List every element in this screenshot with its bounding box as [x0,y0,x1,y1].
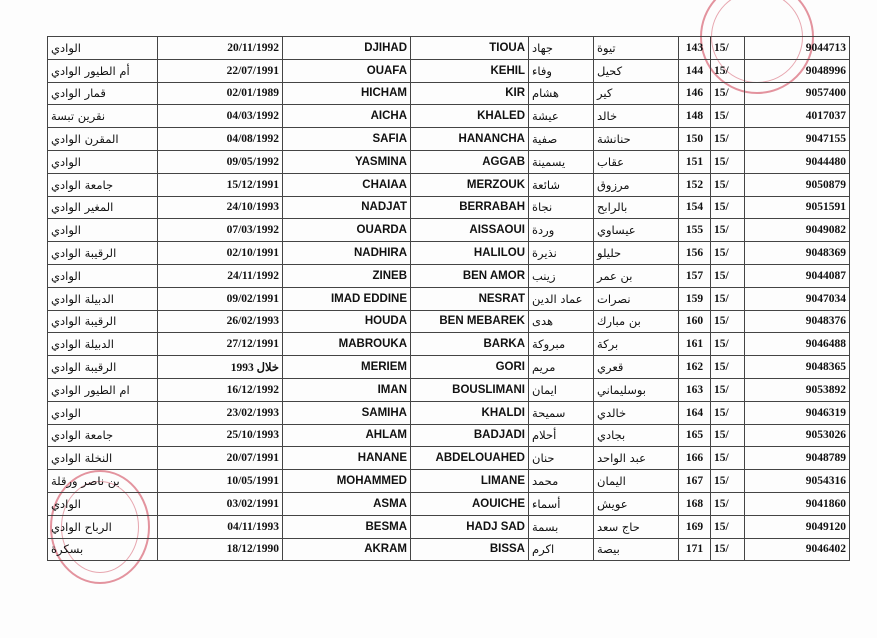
birth-date-cell: 09/05/1992 [158,150,283,173]
row-number-cell: 143 [679,37,711,60]
table-row [48,59,850,82]
last-name-latin-cell: BEN AMOR [411,264,529,287]
code-cell: 15/ [711,82,745,105]
birthplace-cell: المغير الوادي [48,196,158,219]
first-name-arabic-cell: عيشة [529,105,594,128]
birthplace-cell: النخلة الوادي [48,447,158,470]
last-name-arabic-cell: بن مبارك [594,310,679,333]
last-name-latin-cell: BARKA [411,333,529,356]
birth-date-cell: 22/07/1991 [158,59,283,82]
row-number-cell: 148 [679,105,711,128]
table-row [48,424,850,447]
code-cell: 15/ [711,264,745,287]
row-number-cell: 161 [679,333,711,356]
row-number-cell: 168 [679,492,711,515]
last-name-arabic-cell: بوسليماني [594,378,679,401]
registration-id-cell: 9048789 [745,447,850,470]
registration-id-cell: 9051591 [745,196,850,219]
birthplace-cell: الدبيلة الوادي [48,287,158,310]
code-cell: 15/ [711,424,745,447]
first-name-latin-cell: ZINEB [283,264,411,287]
birthplace-cell: الوادي [48,264,158,287]
registration-id-cell: 9050879 [745,173,850,196]
first-name-latin-cell: MABROUKA [283,333,411,356]
last-name-latin-cell: HALILOU [411,242,529,265]
first-name-arabic-cell: حنان [529,447,594,470]
registration-id-cell: 9053892 [745,378,850,401]
registration-id-cell: 9046488 [745,333,850,356]
birth-date-cell: 24/10/1993 [158,196,283,219]
birthplace-cell: الرباح الوادي [48,515,158,538]
last-name-latin-cell: AISSAOUI [411,219,529,242]
last-name-arabic-cell: اليمان [594,470,679,493]
first-name-arabic-cell: نذيرة [529,242,594,265]
last-name-arabic-cell: حليلو [594,242,679,265]
table-row [48,82,850,105]
table-row [48,37,850,60]
birthplace-cell: جامعة الوادي [48,173,158,196]
first-name-latin-cell: CHAIAA [283,173,411,196]
birthplace-cell: أم الطيور الوادي [48,59,158,82]
first-name-latin-cell: SAMIHA [283,401,411,424]
table-row [48,492,850,515]
first-name-latin-cell: HOUDA [283,310,411,333]
last-name-latin-cell: ABDELOUAHED [411,447,529,470]
last-name-arabic-cell: عقاب [594,150,679,173]
birth-date-cell: 03/02/1991 [158,492,283,515]
first-name-arabic-cell: شائعة [529,173,594,196]
last-name-arabic-cell: حنانشة [594,128,679,151]
birth-date-cell: 20/07/1991 [158,447,283,470]
row-number-cell: 152 [679,173,711,196]
first-name-arabic-cell: نجاة [529,196,594,219]
birthplace-cell: المقرن الوادي [48,128,158,151]
registration-id-cell: 9049120 [745,515,850,538]
first-name-latin-cell: NADJAT [283,196,411,219]
registration-id-cell: 9048369 [745,242,850,265]
first-name-arabic-cell: أحلام [529,424,594,447]
table-row [48,333,850,356]
birth-date-cell: 27/12/1991 [158,333,283,356]
last-name-latin-cell: HADJ SAD [411,515,529,538]
code-cell: 15/ [711,219,745,242]
row-number-cell: 154 [679,196,711,219]
code-cell: 15/ [711,378,745,401]
table-row [48,219,850,242]
first-name-arabic-cell: هشام [529,82,594,105]
row-number-cell: 163 [679,378,711,401]
code-cell: 15/ [711,150,745,173]
first-name-latin-cell: IMAN [283,378,411,401]
table-row [48,515,850,538]
last-name-arabic-cell: خالدي [594,401,679,424]
birth-date-cell: 04/03/1992 [158,105,283,128]
table-row [48,264,850,287]
row-number-cell: 155 [679,219,711,242]
code-cell: 15/ [711,401,745,424]
last-name-latin-cell: NESRAT [411,287,529,310]
code-cell: 15/ [711,59,745,82]
last-name-latin-cell: MERZOUK [411,173,529,196]
code-cell: 15/ [711,173,745,196]
birthplace-cell: الدبيلة الوادي [48,333,158,356]
first-name-arabic-cell: اكرم [529,538,594,561]
first-name-latin-cell: MERIEM [283,356,411,379]
registration-id-cell: 9044087 [745,264,850,287]
last-name-arabic-cell: كحيل [594,59,679,82]
birthplace-cell: الوادي [48,219,158,242]
table-row [48,173,850,196]
birthplace-cell: الرقيبة الوادي [48,356,158,379]
birthplace-cell: ام الطيور الوادي [48,378,158,401]
last-name-latin-cell: KEHIL [411,59,529,82]
first-name-arabic-cell: صفية [529,128,594,151]
registration-id-cell: 9047034 [745,287,850,310]
last-name-latin-cell: LIMANE [411,470,529,493]
last-name-latin-cell: GORI [411,356,529,379]
registration-id-cell: 9053026 [745,424,850,447]
table-row [48,150,850,173]
last-name-arabic-cell: كير [594,82,679,105]
birth-date-cell: 02/01/1989 [158,82,283,105]
registration-id-cell: 9048365 [745,356,850,379]
code-cell: 15/ [711,447,745,470]
row-number-cell: 171 [679,538,711,561]
code-cell: 15/ [711,128,745,151]
code-cell: 15/ [711,105,745,128]
birthplace-cell: جامعة الوادي [48,424,158,447]
last-name-arabic-cell: قعري [594,356,679,379]
last-name-latin-cell: AOUICHE [411,492,529,515]
birth-date-cell: 10/05/1991 [158,470,283,493]
birth-date-cell: 15/12/1991 [158,173,283,196]
row-number-cell: 159 [679,287,711,310]
registration-id-cell: 4017037 [745,105,850,128]
last-name-latin-cell: KHALED [411,105,529,128]
birthplace-cell: نقرين تبسة [48,105,158,128]
last-name-arabic-cell: تيوة [594,37,679,60]
row-number-cell: 156 [679,242,711,265]
row-number-cell: 146 [679,82,711,105]
last-name-latin-cell: KIR [411,82,529,105]
first-name-arabic-cell: زينب [529,264,594,287]
first-name-latin-cell: IMAD EDDINE [283,287,411,310]
first-name-latin-cell: DJIHAD [283,37,411,60]
table-row [48,538,850,561]
first-name-arabic-cell: محمد [529,470,594,493]
table-row [48,401,850,424]
last-name-latin-cell: KHALDI [411,401,529,424]
registration-id-cell: 9041860 [745,492,850,515]
birth-date-cell: 25/10/1993 [158,424,283,447]
student-list-table [47,36,850,561]
first-name-arabic-cell: مريم [529,356,594,379]
last-name-arabic-cell: حاج سعد [594,515,679,538]
birthplace-cell: الوادي [48,37,158,60]
last-name-arabic-cell: بالرابح [594,196,679,219]
first-name-latin-cell: OUAFA [283,59,411,82]
table-row [48,128,850,151]
last-name-arabic-cell: عبد الواحد [594,447,679,470]
first-name-latin-cell: OUARDA [283,219,411,242]
first-name-latin-cell: SAFIA [283,128,411,151]
row-number-cell: 144 [679,59,711,82]
first-name-latin-cell: NADHIRA [283,242,411,265]
registration-id-cell: 9047155 [745,128,850,151]
registration-id-cell: 9048996 [745,59,850,82]
code-cell: 15/ [711,37,745,60]
last-name-latin-cell: BADJADI [411,424,529,447]
first-name-arabic-cell: بسمة [529,515,594,538]
birthplace-cell: بن ناصر ورقلة [48,470,158,493]
row-number-cell: 165 [679,424,711,447]
first-name-arabic-cell: وفاء [529,59,594,82]
row-number-cell: 151 [679,150,711,173]
last-name-arabic-cell: عويش [594,492,679,515]
last-name-arabic-cell: بيصة [594,538,679,561]
first-name-arabic-cell: ايمان [529,378,594,401]
birth-date-cell: 09/02/1991 [158,287,283,310]
last-name-latin-cell: HANANCHA [411,128,529,151]
table-row [48,310,850,333]
last-name-arabic-cell: بجادي [594,424,679,447]
birth-date-cell: 04/11/1993 [158,515,283,538]
row-number-cell: 164 [679,401,711,424]
row-number-cell: 162 [679,356,711,379]
first-name-latin-cell: HANANE [283,447,411,470]
birth-date-cell: 16/12/1992 [158,378,283,401]
table-body [48,37,850,561]
birth-date-cell: 02/10/1991 [158,242,283,265]
table-row [48,447,850,470]
first-name-latin-cell: AKRAM [283,538,411,561]
birthplace-cell: الرقيبة الوادي [48,310,158,333]
first-name-latin-cell: AHLAM [283,424,411,447]
code-cell: 15/ [711,287,745,310]
birth-date-cell: 26/02/1993 [158,310,283,333]
last-name-arabic-cell: بركة [594,333,679,356]
registration-id-cell: 9049082 [745,219,850,242]
code-cell: 15/ [711,196,745,219]
row-number-cell: 167 [679,470,711,493]
last-name-arabic-cell: خالد [594,105,679,128]
last-name-arabic-cell: مرزوق [594,173,679,196]
row-number-cell: 160 [679,310,711,333]
registration-id-cell: 9054316 [745,470,850,493]
code-cell: 15/ [711,242,745,265]
birth-date-cell: 24/11/1992 [158,264,283,287]
last-name-latin-cell: BERRABAH [411,196,529,219]
row-number-cell: 166 [679,447,711,470]
table-row [48,242,850,265]
birthplace-cell: الرقيبة الوادي [48,242,158,265]
code-cell: 15/ [711,470,745,493]
birthplace-cell: الوادي [48,492,158,515]
registration-id-cell: 9044713 [745,37,850,60]
first-name-arabic-cell: وردة [529,219,594,242]
first-name-arabic-cell: جهاد [529,37,594,60]
birthplace-cell: الوادي [48,150,158,173]
birth-date-cell: 04/08/1992 [158,128,283,151]
code-cell: 15/ [711,538,745,561]
code-cell: 15/ [711,356,745,379]
last-name-latin-cell: AGGAB [411,150,529,173]
last-name-arabic-cell: عيساوي [594,219,679,242]
first-name-arabic-cell: هدى [529,310,594,333]
last-name-latin-cell: TIOUA [411,37,529,60]
birthplace-cell: قمار الوادي [48,82,158,105]
last-name-latin-cell: BISSA [411,538,529,561]
last-name-latin-cell: BEN MEBAREK [411,310,529,333]
code-cell: 15/ [711,492,745,515]
first-name-latin-cell: HICHAM [283,82,411,105]
registration-id-cell: 9048376 [745,310,850,333]
last-name-arabic-cell: نصرات [594,287,679,310]
first-name-latin-cell: MOHAMMED [283,470,411,493]
birthplace-cell: الوادي [48,401,158,424]
table-row [48,105,850,128]
birth-date-cell: 18/12/1990 [158,538,283,561]
table-row [48,356,850,379]
first-name-arabic-cell: يسمينة [529,150,594,173]
row-number-cell: 150 [679,128,711,151]
first-name-arabic-cell: مبروكة [529,333,594,356]
table-row [48,196,850,219]
code-cell: 15/ [711,515,745,538]
birth-date-cell: 20/11/1992 [158,37,283,60]
last-name-latin-cell: BOUSLIMANI [411,378,529,401]
first-name-arabic-cell: سميحة [529,401,594,424]
table-row [48,378,850,401]
first-name-arabic-cell: عماد الدين [529,287,594,310]
birth-date-cell: خلال 1993 [158,356,283,379]
code-cell: 15/ [711,333,745,356]
row-number-cell: 157 [679,264,711,287]
birthplace-cell: بسكرة [48,538,158,561]
birth-date-cell: 07/03/1992 [158,219,283,242]
registration-id-cell: 9044480 [745,150,850,173]
first-name-latin-cell: ASMA [283,492,411,515]
birth-date-cell: 23/02/1993 [158,401,283,424]
table-row [48,287,850,310]
registration-id-cell: 9057400 [745,82,850,105]
registration-id-cell: 9046402 [745,538,850,561]
row-number-cell: 169 [679,515,711,538]
table-row [48,470,850,493]
first-name-latin-cell: AICHA [283,105,411,128]
registration-id-cell: 9046319 [745,401,850,424]
first-name-latin-cell: YASMINA [283,150,411,173]
last-name-arabic-cell: بن عمر [594,264,679,287]
first-name-arabic-cell: أسماء [529,492,594,515]
first-name-latin-cell: BESMA [283,515,411,538]
code-cell: 15/ [711,310,745,333]
